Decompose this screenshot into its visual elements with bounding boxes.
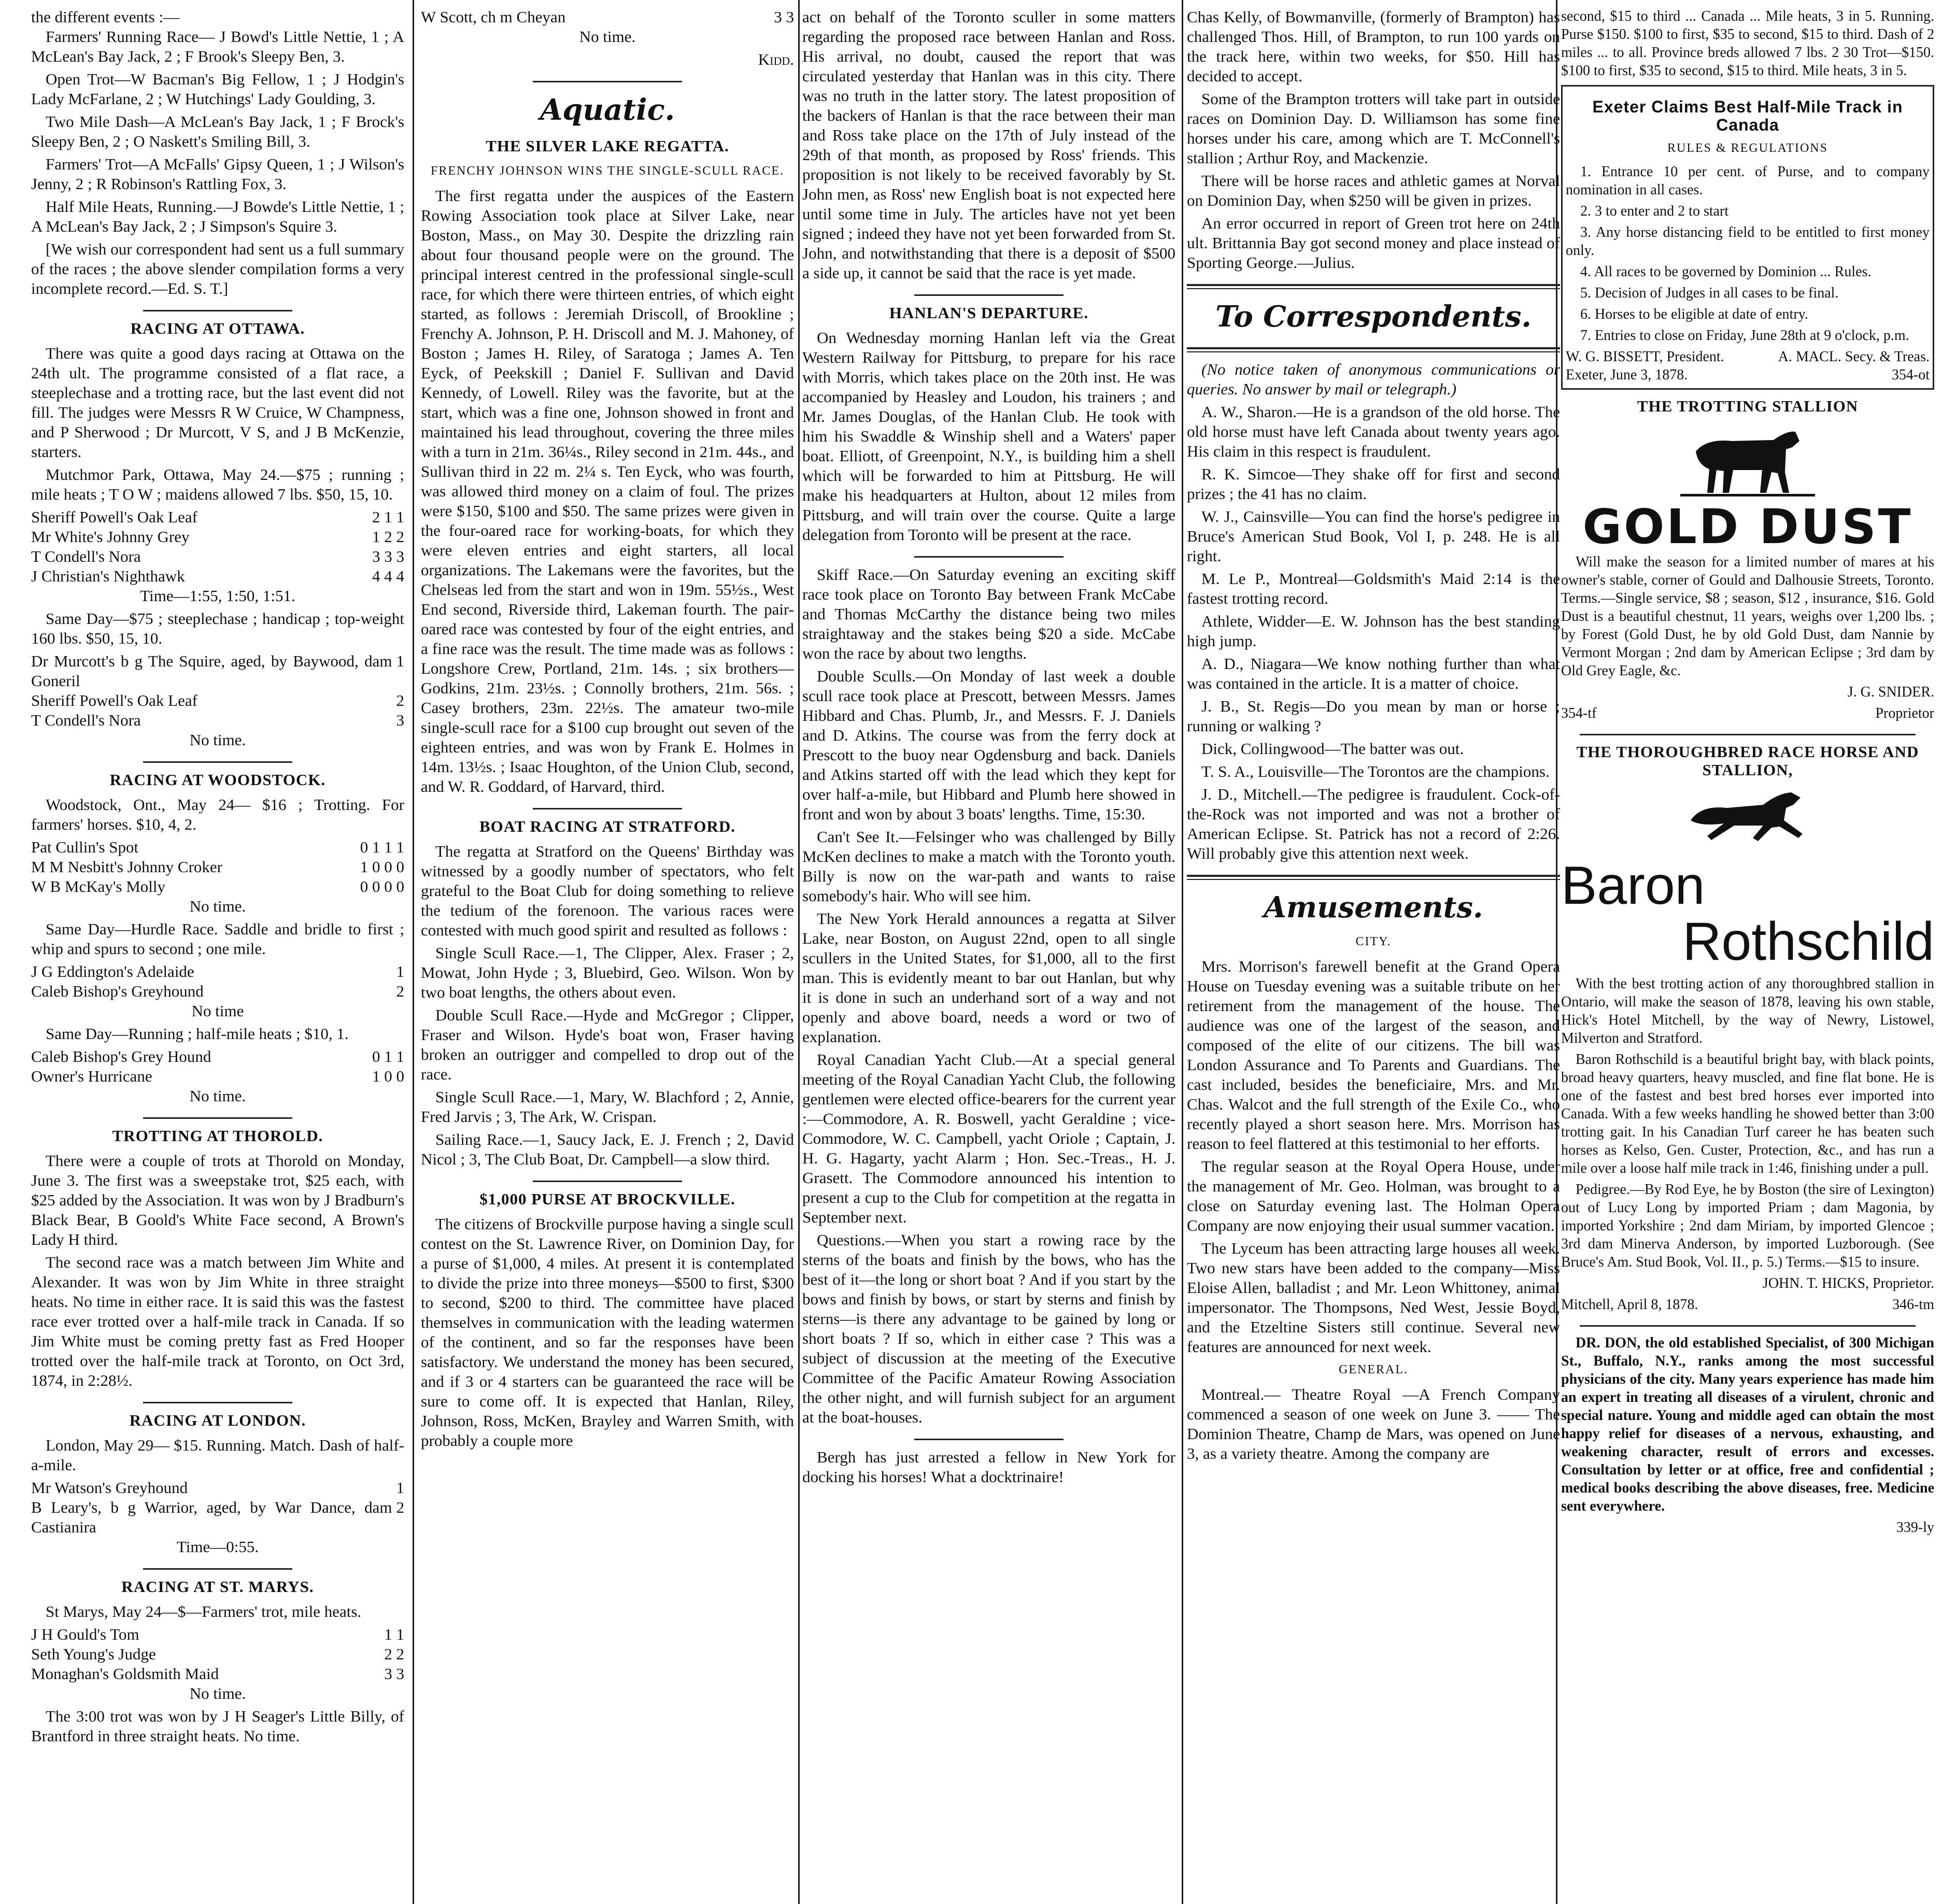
brampton-challenge: Chas Kelly, of Bowmanville, (formerly of Brampton) has challenged Thos. Hill, of Brampton, to run 100 yards on the track here, within two weeks, for $50. Hill has decided to accept. bbox=[1187, 8, 1560, 85]
brockville-body: The citizens of Brockville purpose having a single scull contest on the St. Lawrence River, on Dominion Day, for a purse of $1,000, 4 miles. At present it is contemplated to divide the prize into three moneys—$500 to first, $300 to second, $200 to third. The committee have placed themselves in communication with the leading watermen of the continent, and so far the responses have been satisfactory. We understand the money has been secured, and if 3 or 4 starters can be guaranteed the race will be sure to come off. It is expected that Hanlan, Riley, Johnson, Ross, McKen, Brayley and Warren Smith, with probably a couple more bbox=[421, 1215, 794, 1450]
stratford-p1: The regatta at Stratford on the Queens' Birthday was witnessed by a goodly number of spectators, who felt grateful to the Boat Club for doing something to relieve the tedium of the forenoon. The various races were contested with much good spirit and resulted as follows : bbox=[421, 842, 794, 939]
column-rule bbox=[413, 0, 414, 1904]
heading-woodstock: RACING AT WOODSTOCK. bbox=[109, 771, 326, 789]
result-entry: W Scott, ch m Cheyan 3 3 bbox=[421, 8, 794, 26]
exeter-purses: second, $15 to third ... Canada ... Mile heats, 3 in 5. Running. Purse $150. $100 to first, $35 to second, $15 to third. Dash of 2 miles ... to all. Province breds allowed 7 lbs. 2 30 Trot—$150. $100 to first, $35 to second, $15 to third. Mile heats, 3 in 5. bbox=[1561, 8, 1934, 79]
exeter-signatures: W. G. BISSETT, President. A. MACL. Secy. & Treas. bbox=[1566, 349, 1930, 365]
exeter-dateline: Exeter, June 3, 1878. 354-ot bbox=[1566, 367, 1930, 383]
double-sculls: Double Sculls.—On Monday of last week a double scull race took place at Prescott, between Messrs. James Hibbard and Chas. Plumb, Jr., and Messrs. F. J. Daniels and D. Atkins. The course was from the ferry dock at Prescott to the buoy near Ogdensburg and back. Daniels and Atkins started off with the lead which they kept for over half-a-mile, but Hibbard and Plumb here showed in front and won by about 3 boats' lengths. Time, 15:30. bbox=[802, 667, 1175, 823]
result-entry: Owner's Hurricane 1 0 0 bbox=[31, 1067, 404, 1085]
section-title-aquatic: Aquatic. bbox=[540, 93, 675, 127]
correspondent-answer: Athlete, Widder—E. W. Johnson has the best standing high jump. bbox=[1187, 612, 1560, 650]
correspondent-answer: W. J., Cainsville—You can find the horse's pedigree in Bruce's American Stud Book, Vol I, p. 248. He is all right. bbox=[1187, 507, 1560, 565]
rule-item: 6. Horses to be eligible at date of entry. bbox=[1580, 306, 1808, 322]
results-line: Two Mile Dash—A McLean's Bay Jack, 1 ; F Brock's Sleepy Ben, 2 ; O Naskett's Smiling Bill, 3. bbox=[31, 112, 404, 150]
norval-games: There will be horse races and athletic games at Norval on Dominion Day, when $250 will be given in prizes. bbox=[1187, 172, 1560, 209]
silver-lake-body: The first regatta under the auspices of the Eastern Rowing Association took place at Silver Lake, near Boston, Mass., on May 30. Despite the drizzling rain about four thousand people were on the ground. The principal interest centred in the professional single-scull race, for which there were thirteen entries, of which eight started, as follows : Jeremiah Driscoll, of Brookline ; Frenchy A. Johnson, P. H. Driscoll and M. J. Mahoney, of Boston ; James H. Riley, of Saratoga ; James A. Ten Eyck, of Peekskill ; Daniel F. Sullivan and David Kennedy, of Lowell. Riley was the favorite, but at the start, which was a fine one, Johnson showed in front and maintained his lead throughout, covering the three miles with a turn in 21m. 36¼s., Riley second in 21m. 44s., and Sullivan third in 22 m. 2¼ s. Ten Eyck, who was fourth, was allowed third money on a claim of foul. The prizes were $150, $100 and $50. The same prizes were given in the four-oared race for working-boats, for which they were eleven entries and eight starters, all local organizations. The Lakemans were the favorites, but the Chelseas led from the start and won in 19m. 55½s., West End second, Riverside third, Lakeman fourth. The pair-oared race was contested by four of the eight entries, and a fine race was the result. The time made was as follows : Longshore Crew, Portland, 21m. 14s. ; six brothers—Godkins, 21m. 23½s. ; Connolly brothers, 21m. 56s. ; Casey brothers, 23m. 22½s. The amateur two-mile single-scull race for a $100 cup brought out seven of the eighteen entries, and was won by Frank E. Holmes in 14m. 13½s. ; Isaac Houghton, of the Union Club, second, and W. R. Goddard, of Harvard, third. bbox=[421, 187, 794, 795]
stratford-p5: Sailing Race.—1, Saucy Jack, E. J. French ; 2, David Nicol ; 3, The Club Boat, Dr. Campbell—a slow third. bbox=[421, 1130, 794, 1168]
results-line: the different events :— bbox=[31, 8, 180, 26]
result-entry: T Condell's Nora 3 3 3 bbox=[31, 547, 404, 565]
race-time: No time. bbox=[579, 27, 636, 46]
section-rule bbox=[143, 1117, 292, 1119]
heading-london: RACING AT LONDON. bbox=[129, 1411, 306, 1429]
rule-item: 5. Decision of Judges in all cases to be final. bbox=[1580, 285, 1839, 301]
results-line: Open Trot—W Bacman's Big Fellow, 1 ; J Hodgin's Lady McFarlane, 2 ; W Hutchings' Lady Goulding, 3. bbox=[31, 70, 404, 108]
subheading-city: CITY. bbox=[1355, 935, 1392, 948]
gold-dust-footer: 354-tf Proprietor bbox=[1561, 705, 1934, 721]
race-time: No time. bbox=[189, 731, 246, 749]
exeter-title: Exeter Claims Best Half-Mile Track in Canada bbox=[1592, 97, 1903, 134]
rule-item: 3. Any horse distancing field to be entitled to first money only. bbox=[1566, 224, 1930, 259]
baron-dateline: Mitchell, April 8, 1878. 346-tm bbox=[1561, 1297, 1934, 1313]
exeter-advertisement bbox=[1561, 85, 1934, 390]
rule-item: 2. 3 to enter and 2 to start bbox=[1580, 203, 1729, 219]
race-horse-title: THE THOROUGHBRED RACE HORSE AND STALLION, bbox=[1576, 743, 1919, 779]
questions: Questions.—When you start a rowing race by the sterns of the boats and finish by the bows, who has the best of it—the long or short boat ? And if you start by the bows and finish by bows, or start by sterns and finish by sterns—is there any advantage to be gained by long or short boats ? If so, which in either case ? This was a subject of discussion at the meeting of the Executive Committee of the Pacific Amateur Rowing Association the other night, and will furnish subject for an argument at the boat-houses. bbox=[802, 1231, 1175, 1426]
dr-don-number: 339-ly bbox=[1896, 1519, 1934, 1536]
correspondent-answer: T. S. A., Louisville—The Torontos are the champions. bbox=[1201, 762, 1550, 780]
section-rule bbox=[914, 294, 1064, 296]
result-entry: B Leary's, b g Warrior, aged, by War Dance, dam Castianira 2 bbox=[31, 1498, 404, 1536]
thorold-p2: The second race was a match between Jim White and Alexander. It was won by Jim White in three straight heats. No time in either race. It is said this was the fastest race ever trotted over a half-mile track in Canada. If so Jim White must be coming pretty fast as Fred Hooper trotted over the half-mile track at Toronto, on Oct 3rd, 1874, in 2:28½. bbox=[31, 1253, 404, 1389]
section-rule bbox=[1187, 875, 1560, 880]
heading-thorold: TROTTING AT THOROLD. bbox=[112, 1127, 323, 1145]
correspondent-answer: A. W., Sharon.—He is a grandson of the old horse. The old horse must have left Canada about twenty years ago. His claim in this respect is fraudulent. bbox=[1187, 403, 1560, 460]
gold-dust-title: GOLD DUST bbox=[1582, 499, 1913, 555]
subheading-silver-lake: FRENCHY JOHNSON WINS THE SINGLE-SCULL RACE. bbox=[430, 164, 785, 178]
section-title-amusements: Amusements. bbox=[1264, 890, 1483, 925]
result-entry: J G Eddington's Adelaide 1 bbox=[31, 962, 404, 981]
amusement-item: Mrs. Morrison's farewell benefit at the Grand Opera House on Tuesday evening was a suitable tribute on her retirement from the management of the house. The audience was one of the largest of the season, and composed of the elite of our citizens. The bill was London Assurance and To Parents and Guardians. The cast included, besides the beneficiaire, Mrs. and Mr. Chas. Walcot and the full strength of the Exile Co., who recently played a short season here. Mrs. Morrison has reason to feel flattered at this testimonial to her efforts. bbox=[1187, 957, 1560, 1153]
standing-horse-icon bbox=[1675, 420, 1820, 498]
race-time: No time. bbox=[189, 1087, 246, 1105]
amusement-item: Montreal.— Theatre Royal —A French Company commenced a season of one week on June 3. —— The Dominion Theatre, Champ de Mars, was opened on June 3, as a variety theatre. Among the company are bbox=[1187, 1385, 1560, 1462]
race-time: No time. bbox=[189, 1684, 246, 1702]
result-entry: J Christian's Nighthawk 4 4 4 bbox=[31, 567, 404, 585]
race-time: Time—1:55, 1:50, 1:51. bbox=[140, 587, 295, 605]
section-rule bbox=[533, 81, 682, 82]
herald-regatta: The New York Herald announces a regatta at Silver Lake, near Boston, on August 22nd, open to all single scullers in the United States, for $1,000, all to the first man. This is evidently meant to bar out Hanlan, but why it is done in such an underhand sort of a way and not openly and above board, needs a word or two of explanation. bbox=[802, 910, 1175, 1046]
green-trot-error: An error occurred in report of Green trot here on 24th ult. Brittannia Bay got second money and place instead of Sporting George.—Julius. bbox=[1187, 214, 1560, 272]
baron-pedigree: Pedigree.—By Rod Eye, he by Boston (the sire of Lexington) out of Lucy Long by imported Priam ; dam Magonia, by imported Yorkshire ; 2nd dam Miriam, by imported Glencoe ; 3rd dam Minerva Anderson, by imported Luzborough. (See Bruce's Am. Stud Book, Vol. II., p. 5.) Terms.—$15 to insure. bbox=[1561, 1182, 1934, 1270]
skiff-race: Skiff Race.—On Saturday evening an exciting skiff race took place on Toronto Bay between Frank McCabe and Thomas McCarthy the distance being two miles straightaway and the stakes being $20 a side. McCabe won the race by about two lengths. bbox=[802, 565, 1175, 662]
column-2 bbox=[421, 7, 794, 1897]
amusement-item: The Lyceum has been attracting large houses all week. Two new stars have been added to the company—Miss Eloise Allen, balladist ; and Mr. Leon Whittoney, animal impersonator. The Thompsons, Ned West, Jessie Boyd, and the Etzeltine Sisters still continue. Several new features are announced for next week. bbox=[1187, 1239, 1560, 1356]
running-horse-icon bbox=[1680, 784, 1815, 846]
race-time: Time—0:55. bbox=[176, 1538, 259, 1556]
section-rule bbox=[914, 1439, 1064, 1440]
results-line: Half Mile Heats, Running.—J Bowde's Little Nettie, 1 ; A McLean's Bay Jack, 2 ; J Simpson's Squire 3. bbox=[31, 197, 404, 235]
result-entry: Pat Cullin's Spot 0 1 1 1 bbox=[31, 838, 404, 856]
heading-departure: HANLAN'S DEPARTURE. bbox=[889, 304, 1089, 322]
cant-see-it: Can't See It.—Felsinger who was challenged by Billy McKen declines to make a match with the Toronto youth. Billy is now on the war-path and wants to raise somebody's hair. Who will see him. bbox=[802, 828, 1175, 905]
correspondent-answer: Dick, Collingwood—The batter was out. bbox=[1201, 740, 1464, 758]
column-rule bbox=[1182, 0, 1183, 1904]
baron-signature: JOHN. T. HICKS, Proprietor. bbox=[1762, 1275, 1934, 1291]
correspondent-answer: A. D., Niagara—We know nothing further than what was contained in the article. It is a matter of choice. bbox=[1187, 655, 1560, 692]
correspondent-answer: J. B., St. Regis—Do you mean by man or horse ; running or walking ? bbox=[1187, 697, 1560, 735]
correspondent-answer: R. K. Simcoe—They shake off for first and second prizes ; the 41 has no claim. bbox=[1187, 465, 1560, 503]
column-3 bbox=[802, 7, 1175, 1897]
section-rule bbox=[533, 808, 682, 809]
correspondents-note: (No notice taken of anonymous communications or queries. No answer by mail or telegraph.) bbox=[1187, 360, 1560, 398]
subheading-general: GENERAL. bbox=[1339, 1363, 1408, 1376]
section-title-correspondents: To Correspondents. bbox=[1215, 300, 1532, 334]
result-entry: Dr Murcott's b g The Squire, aged, by Baywood, dam Goneril 1 bbox=[31, 652, 404, 690]
heading-stmarys: RACING AT ST. MARYS. bbox=[121, 1578, 314, 1596]
result-entry: M M Nesbitt's Johnny Croker 1 0 0 0 bbox=[31, 858, 404, 876]
rule-item: 4. All races to be governed by Dominion ... Rules. bbox=[1580, 264, 1872, 280]
section-rule bbox=[143, 310, 292, 311]
thorold-p1: There were a couple of trots at Thorold on Monday, June 3. The first was a sweepstake trot, $25 each, with $25 added by the Association. It was won by J Bradburn's Black Bear, B Goold's White Face second, A Brown's Lady H third. bbox=[31, 1152, 404, 1248]
amusement-item: The regular season at the Royal Opera House, under the management of Mr. Geo. Holman, was brought to a close on Saturday evening last. The Holman Opera Company are now enjoying their usual summer vacation. bbox=[1187, 1157, 1560, 1234]
stmarys-race: St Marys, May 24—$—Farmers' trot, mile heats. bbox=[46, 1602, 362, 1621]
rule-item: 1. Entrance 10 per cent. of Purse, and to company nomination in all cases. bbox=[1566, 164, 1930, 198]
section-rule bbox=[1187, 284, 1560, 289]
yacht-club: Royal Canadian Yacht Club.—At a special general meeting of the Royal Canadian Yacht Club, the following gentlemen were elected office-bearers for the current year :—Commodore, A. R. Boswell, yacht Geraldine ; vice-Commodore, W. C. Campbell, yacht Oriole ; Captain, J. H. G. Hagarty, yacht Alarm ; Hon. Sec.-Treas., H. J. Grasett. The Commodore announced his intention to present a cup to the Club for competition at the regatta in September next. bbox=[802, 1050, 1175, 1226]
gold-dust-body: Will make the season for a limited number of mares at his owner's stable, corner of Gould and Dalhousie Streets, Toronto. Terms.—Single service, $8 ; season, $12 , insurance, $16. Gold Dust is a beautiful chestnut, 11 years, weighs over 1,200 lbs. ; by Forest (Gold Dust, he by old Gold Dust, dam Nannie by Vermont Morgan ; 2nd dam by American Eclipse ; 3rd dam by Old Grey Eagle, &c. bbox=[1561, 554, 1934, 679]
heading-silver-lake: THE SILVER LAKE REGATTA. bbox=[486, 137, 729, 155]
farmers-results bbox=[31, 7, 404, 236]
result-entry: J H Gould's Tom 1 1 bbox=[31, 1625, 404, 1643]
departure-body: On Wednesday morning Hanlan left via the Great Western Railway for Pittsburg, to prepare for his race with Morris, which takes place on the 20th inst. He was accompanied by Heasley and Loudon, his trainers ; and Mr. James Douglas, of the Hanlan Club. He took with him his Swaddle & Winship shell and a Waters' paper boat. Elliott, of Greenpoint, N.Y., is building him a shell which will be forwarded to him at Pittsburg. He will make his headquarters at Hulton, about 12 miles from Pittsburg, and will train over the course. Quite a large delegation from Toronto will be present at the race. bbox=[802, 329, 1175, 544]
editor-note: [We wish our correspondent had sent us a full summary of the races ; the above slender compilation forms a very incomplete record.—Ed. S. T.] bbox=[31, 240, 404, 297]
rule-item: 7. Entries to close on Friday, June 28th at 9 o'clock, p.m. bbox=[1580, 328, 1909, 344]
bergh-note: Bergh has just arrested a fellow in New York for docking his horses! What a docktrinaire! bbox=[802, 1448, 1175, 1486]
section-rule bbox=[143, 1402, 292, 1403]
stratford-p2: Single Scull Race.—1, The Clipper, Alex. Fraser ; 2, Mowat, John Hyde ; 3, Bluebird, Geo. Wilson. Won by two boat lengths, the others about even. bbox=[421, 944, 794, 1001]
result-entry: Caleb Bishop's Grey Hound 0 1 1 bbox=[31, 1047, 404, 1065]
heading-brockville: $1,000 PURSE AT BROCKVILLE. bbox=[479, 1190, 735, 1208]
baron-description: Baron Rothschild is a beautiful bright bay, with black points, broad heavy quarters, heavy muscled, and fine flat bone. He is one of the fastest and best bred horses ever imported into Canada. With a few weeks handling he showed better than 3:00 trotting gait. In his Canadian Turf career he has beaten such horses as Kelso, Gen. Custer, Protection, &c., and has run a mile over a loose half mile track in 1:46, finishing under a pull. bbox=[1561, 1052, 1934, 1176]
baron-title-line2: Rothschild bbox=[1682, 912, 1934, 972]
section-rule bbox=[143, 1568, 292, 1570]
baron-body: With the best trotting action of any thoroughbred stallion in Ontario, will make the season of 1878, leaving his own stable, Hick's Hotel Mitchell, by the way of Newry, Listowel, Milverton and Stratford. bbox=[1561, 976, 1934, 1046]
stratford-p3: Double Scull Race.—Hyde and McGregor ; Clipper, Fraser and Wilson. Hyde's boat won, Fraser having broken an outrigger and compelled to drop out of the race. bbox=[421, 1006, 794, 1083]
ottawa-intro: There was quite a good days racing at Ottawa on the 24th ult. The programme consisted of a flat race, a steeplechase and a trotting race, but the last event did not fill. The judges were Messrs R W Cruice, W Champness, and P Sherwood ; Dr Murcott, V S, and J B McKenzie, starters. bbox=[31, 344, 404, 461]
result-entry: T Condell's Nora 3 bbox=[31, 711, 404, 729]
column-1 bbox=[31, 7, 404, 1897]
result-entry: Mr White's Johnny Grey 1 2 2 bbox=[31, 528, 404, 546]
result-entry: Seth Young's Judge 2 2 bbox=[31, 1645, 404, 1663]
correspondent-answer: J. D., Mitchell.—The pedigree is fraudulent. Cock-of-the-Rock was not imported and was not a brother of American Eclipse. St. Patrick has not a record of 2:26. Will probably give this attention next week. bbox=[1187, 785, 1560, 862]
column-4 bbox=[1187, 7, 1560, 1897]
stmarys-closing: The 3:00 trot was won by J H Seager's Little Billy, of Brantford in three straight heats. No time. bbox=[31, 1707, 404, 1745]
result-entry: Sheriff Powell's Oak Leaf 2 bbox=[31, 691, 404, 709]
woodstock-race1: Woodstock, Ont., May 24— $16 ; Trotting. For farmers' horses. $10, 4, 2. bbox=[31, 795, 404, 833]
section-rule bbox=[914, 556, 1064, 558]
hanlan-ross-body: act on behalf of the Toronto sculler in some matters regarding the proposed race between Hanlan and Ross. His arrival, no doubt, caused the report that was circulated yesterday that Hanlan was in this city. There was no truth in the latter story. The latest proposition of the backers of Hanlan is that the race between their man and Ross take place on the 17th of July instead of the 29th of that month, as proposed by Ross' friends. This proposition is not likely to be received favorably by St. John men, as Ross' new English boat is not expected here until some time in July. The articles have not yet been signed ; indeed they have not yet been forwarded from St. John, and notwithstanding that there is a deposit of $500 a side up, it cannot be said that the race is yet made. bbox=[802, 8, 1175, 282]
race-time: No time bbox=[191, 1002, 244, 1020]
gold-dust-signature: J. G. SNIDER. bbox=[1847, 684, 1934, 700]
result-entry: W B McKay's Molly 0 0 0 0 bbox=[31, 877, 404, 896]
woodstock-race2: Same Day—Hurdle Race. Saddle and bridle to first ; whip and spurs to second ; one mile. bbox=[31, 920, 404, 958]
brampton-trotters: Some of the Brampton trotters will take part in outside races on Dominion Day. D. Williamson has some fine horses under his care, among which are T. McConnell's stallion ; Arthur Roy, and Mackenzie. bbox=[1187, 90, 1560, 167]
woodstock-race3: Same Day—Running ; half-mile heats ; $10, 1. bbox=[46, 1025, 349, 1043]
result-entry: Caleb Bishop's Greyhound 2 bbox=[31, 982, 404, 1000]
result-entry: Monaghan's Goldsmith Maid 3 3 bbox=[31, 1665, 404, 1683]
column-rule bbox=[798, 0, 800, 1904]
section-rule bbox=[533, 1181, 682, 1182]
dr-don-advertisement: DR. DON, the old established Specialist, of 300 Michigan St., Buffalo, N.Y., ranks among the most successful physicians of the city. Many years experience has made him an expert in treating all diseases of a virulent, chronic and special nature. Young and middle aged can obtain the most happy relief for diseases of a nervous, exhausting, and weakening character, result of errors and excesses. Consultation by letter or at office, free and confidential ; medical books describing the above diseases, free. Medicine sent everywhere. bbox=[1561, 1335, 1934, 1514]
ottawa-race1: Mutchmor Park, Ottawa, May 24.—$75 ; running ; mile heats ; T O W ; maidens allowed 7 lbs. $50, 15, 10. bbox=[31, 465, 404, 503]
heading-ottawa: RACING AT OTTAWA. bbox=[130, 319, 305, 337]
race-time: No time. bbox=[189, 897, 246, 915]
results-line: Farmers' Running Race— J Bowd's Little Nettie, 1 ; A McLean's Bay Jack, 2 ; F Brook's Sleepy Ben, 3. bbox=[31, 27, 404, 65]
heading-stratford: BOAT RACING AT STRATFORD. bbox=[479, 817, 736, 835]
rules-title: RULES & REGULATIONS bbox=[1667, 141, 1828, 155]
stallion-title: THE TROTTING STALLION bbox=[1637, 397, 1859, 415]
results-line: Farmers' Trot—A McFalls' Gipsy Queen, 1 ; J Wilson's Jenny, 2 ; R Robinson's Rattling Fox, 3. bbox=[31, 155, 404, 193]
section-rule bbox=[1187, 347, 1560, 352]
ottawa-race2: Same Day—$75 ; steeplechase ; handicap ; top-weight 160 lbs. $50, 15, 10. bbox=[31, 609, 404, 647]
section-rule bbox=[1580, 1325, 1916, 1327]
stratford-p4: Single Scull Race.—1, Mary, W. Blachford ; 2, Annie, Fred Jarvis ; 3, The Ark, W. Crispan. bbox=[421, 1088, 794, 1126]
correspondent-signature: Kidd. bbox=[758, 50, 794, 68]
london-race: London, May 29— $15. Running. Match. Dash of half-a-mile. bbox=[31, 1436, 404, 1474]
result-entry: Sheriff Powell's Oak Leaf 2 1 1 bbox=[31, 508, 404, 526]
correspondent-answer: M. Le P., Montreal—Goldsmith's Maid 2:14 is the fastest trotting record. bbox=[1187, 570, 1560, 607]
result-entry: Mr Watson's Greyhound 1 bbox=[31, 1479, 404, 1497]
section-rule bbox=[1580, 734, 1916, 735]
column-5 bbox=[1561, 7, 1934, 1897]
baron-title-line1: Baron bbox=[1561, 856, 1705, 916]
section-rule bbox=[143, 761, 292, 763]
